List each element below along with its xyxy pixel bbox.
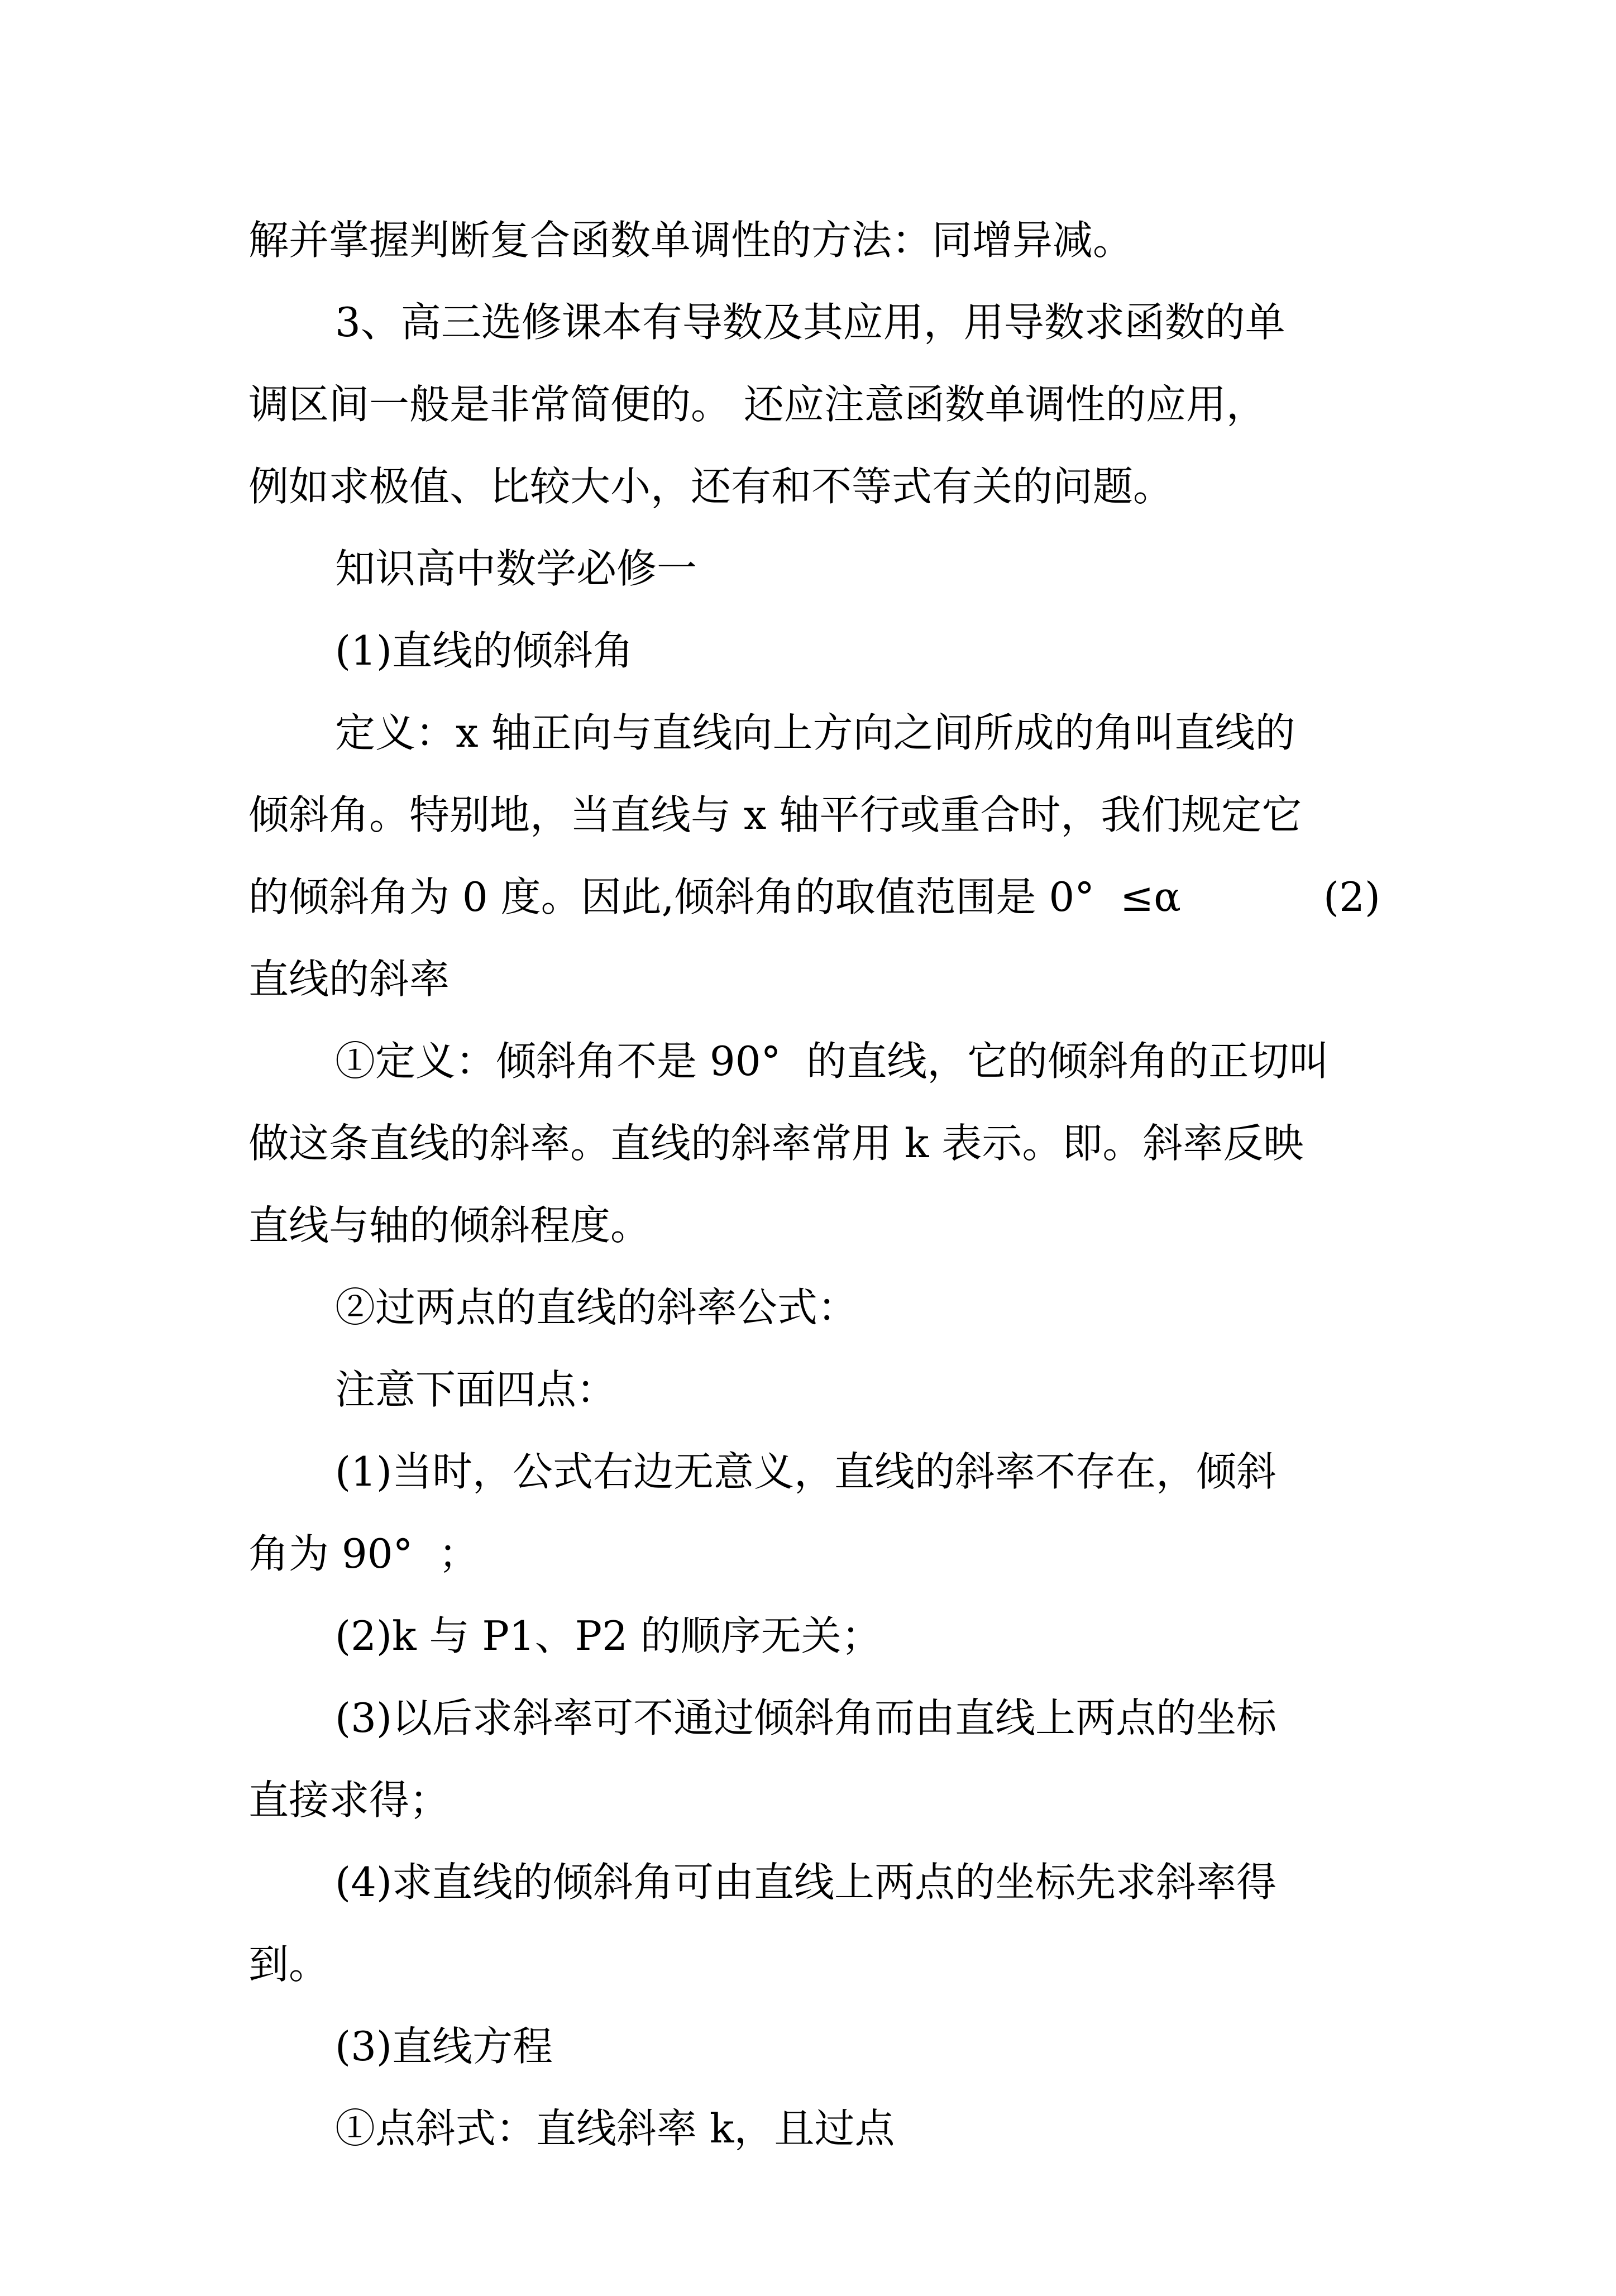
text-line [0, 781, 1616, 848]
paragraph-3-start: 3、高三选修课本有导数及其应用，用导数求函数的单 [335, 299, 1285, 346]
paragraph-3-line: 调区间一般是非常简便的。 还应注意函数单调性的应用， [248, 381, 1266, 428]
text-line [0, 1849, 1616, 1916]
definition-line: 倾斜角。特别地，当直线与 x 轴平行或重合时，我们规定它 [248, 791, 1302, 838]
text-line [0, 2013, 1616, 2080]
subsection-heading: (1)直线的倾斜角 [335, 627, 633, 674]
text-line [0, 863, 1616, 930]
text-line [0, 1028, 1616, 1095]
note-item: 到。 [248, 1941, 329, 1988]
text-line [0, 1274, 1616, 1341]
equation-form-line: ①点斜式：直线斜率 k，且过点 [335, 2105, 895, 2152]
note-item: 角为 90° ； [248, 1530, 479, 1577]
text-line [0, 946, 1616, 1013]
slope-definition-line: 做这条直线的斜率。直线的斜率常用 k 表示。即。斜率反映 [248, 1120, 1304, 1167]
slope-definition-line: ①定义：倾斜角不是 90° 的直线，它的倾斜角的正切叫 [335, 1038, 1330, 1085]
text-line [0, 1931, 1616, 1998]
definition-line: 的倾斜角为 0 度。因此,倾斜角的取值范围是 0° ≤α [248, 873, 1181, 920]
paragraph-continuation: 解并掌握判断复合函数单调性的方法：同增异减。 [248, 217, 1134, 264]
paragraph-3-line: 例如求极值、比较大小，还有和不等式有关的问题。 [248, 463, 1174, 510]
subsection-number: (2) [1323, 873, 1380, 920]
text-line [0, 207, 1616, 274]
formula-heading: ②过两点的直线的斜率公式： [335, 1284, 858, 1331]
text-line [0, 1602, 1616, 1669]
section-heading: 知识高中数学必修一 [335, 545, 697, 592]
text-line [0, 1520, 1616, 1587]
text-line [0, 1438, 1616, 1505]
text-line [0, 535, 1616, 602]
note-item: (4)求直线的倾斜角可由直线上两点的坐标先求斜率得 [335, 1859, 1276, 1906]
text-line [0, 453, 1616, 520]
subsection-heading: 直线的斜率 [248, 956, 450, 1003]
text-line [0, 1767, 1616, 1834]
note-item: (2)k 与 P1、P2 的顺序无关； [335, 1612, 882, 1659]
text-line [0, 617, 1616, 684]
definition-line: 定义：x 轴正向与直线向上方向之间所成的角叫直线的 [335, 709, 1295, 756]
note-item: 直接求得； [248, 1777, 450, 1824]
text-line [0, 1684, 1616, 1751]
subsection-heading: (3)直线方程 [335, 2023, 553, 2070]
text-line [0, 2095, 1616, 2162]
note-item: (3)以后求斜率可不通过倾斜角而由直线上两点的坐标 [335, 1694, 1276, 1741]
slope-definition-line: 直线与轴的倾斜程度。 [248, 1202, 651, 1249]
text-line [0, 1110, 1616, 1177]
text-line [0, 1192, 1616, 1259]
text-line [0, 289, 1616, 356]
text-line [0, 371, 1616, 438]
text-line [0, 699, 1616, 766]
note-item: (1)当时，公式右边无意义，直线的斜率不存在，倾斜 [335, 1448, 1276, 1495]
text-line [0, 1356, 1616, 1423]
notes-heading: 注意下面四点： [335, 1366, 617, 1413]
